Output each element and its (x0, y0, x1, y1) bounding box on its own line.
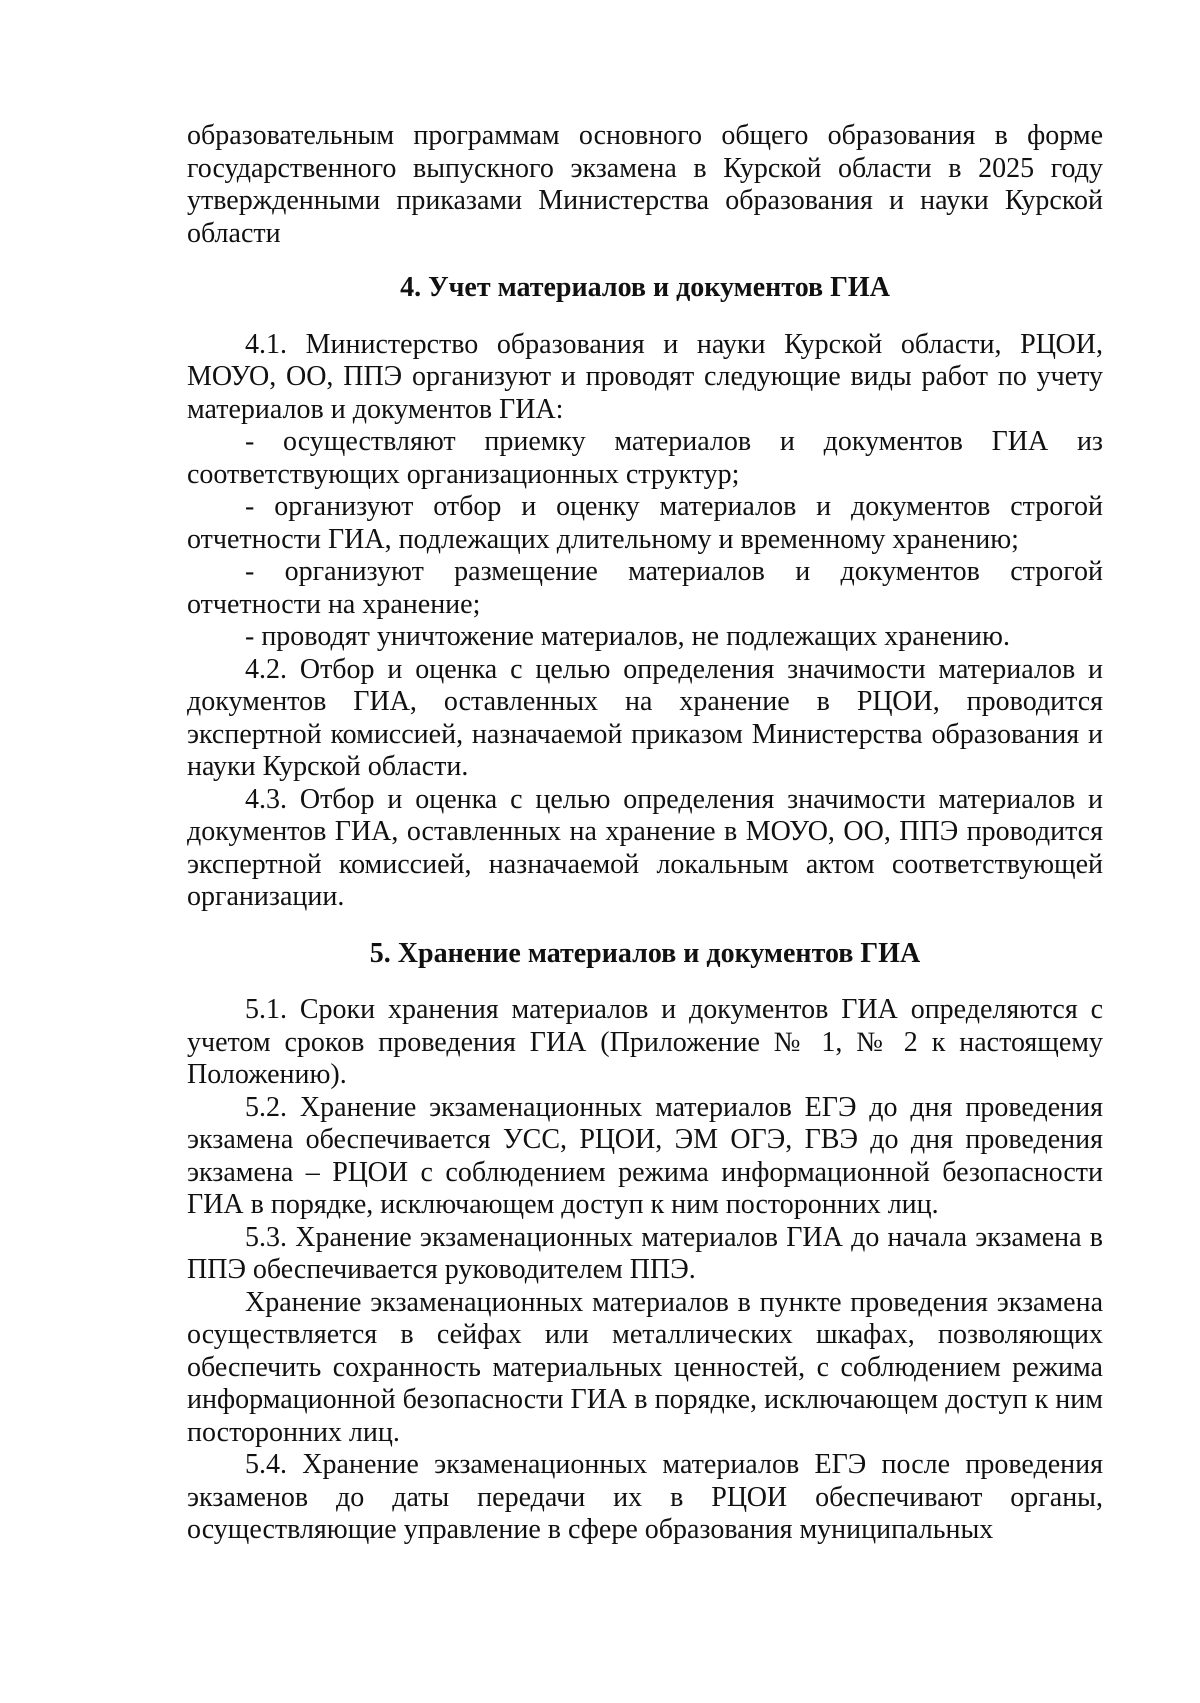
document-body (187, 120, 1103, 1547)
paragraph-4-3: 4.3. Отбор и оценка с целью определения значимости материалов и документов ГИА, оставленных на хранение в МОУО, ОО, ППЭ проводится экспертной комиссией, назначаемой локальным актом соответствующей организации. (187, 783, 1103, 912)
paragraph-4-1: 4.1. Министерство образования и науки Курской области, РЦОИ, МОУО, ОО, ППЭ организуют и проводят следующие виды работ по учету материалов и документов ГИА: (187, 328, 1103, 425)
paragraph-5-4: 5.4. Хранение экзаменационных материалов ЕГЭ после проведения экзаменов до даты передачи их в РЦОИ обеспечивают органы, осуществляющие управление в сфере образования муниципальных (187, 1449, 1103, 1545)
list-item: - организуют отбор и оценку материалов и документов строгой отчетности ГИА, подлежащих длительному и временному хранению; (187, 491, 1103, 555)
paragraph-5-2: 5.2. Хранение экзаменационных материалов ЕГЭ до дня проведения экзамена обеспечивается УСС, РЦОИ, ЭМ ОГЭ, ГВЭ до дня проведения экзамена – РЦОИ с соблюдением режима информационной безопасности ГИА в порядке, исключающем доступ к ним посторонних лиц. (187, 1091, 1103, 1220)
section-5-heading: 5. Хранение материалов и документов ГИА (369, 937, 921, 969)
intro-continuation: образовательным программам основного общего образования в форме государственного выпускного экзамена в Курской области в 2025 году утвержденными приказами Министерства образования и науки Курской области (187, 120, 1103, 249)
section-4-heading: 4. Учет материалов и документов ГИА (400, 272, 890, 303)
paragraph-5-1: 5.1. Сроки хранения материалов и документов ГИА определяются с учетом сроков проведения ГИА (Приложение № 1, № 2 к настоящему Положению). (187, 994, 1103, 1090)
paragraph-4-2: 4.2. Отбор и оценка с целью определения значимости материалов и документов ГИА, оставленных на хранение в РЦОИ, проводится экспертной комиссией, назначаемой приказом Министерства образования и науки Курской области. (187, 653, 1103, 782)
list-item: - организуют размещение материалов и документов строгой отчетности на хранение; (187, 556, 1103, 620)
list-item: - проводят уничтожение материалов, не подлежащих хранению. (245, 621, 1010, 652)
paragraph-5-3: 5.3. Хранение экзаменационных материалов ГИА до начала экзамена в ППЭ обеспечивается руководителем ППЭ. (187, 1221, 1103, 1285)
paragraph-5-3-storage: Хранение экзаменационных материалов в пункте проведения экзамена осуществляется в сейфах или металлических шкафах, позволяющих обеспечить сохранность материальных ценностей, с соблюдением режима информационной безопасности ГИА в порядке, исключающем доступ к ним посторонних лиц. (187, 1286, 1103, 1448)
list-item: - осуществляют приемку материалов и документов ГИА из соответствующих организационных структур; (187, 426, 1103, 490)
